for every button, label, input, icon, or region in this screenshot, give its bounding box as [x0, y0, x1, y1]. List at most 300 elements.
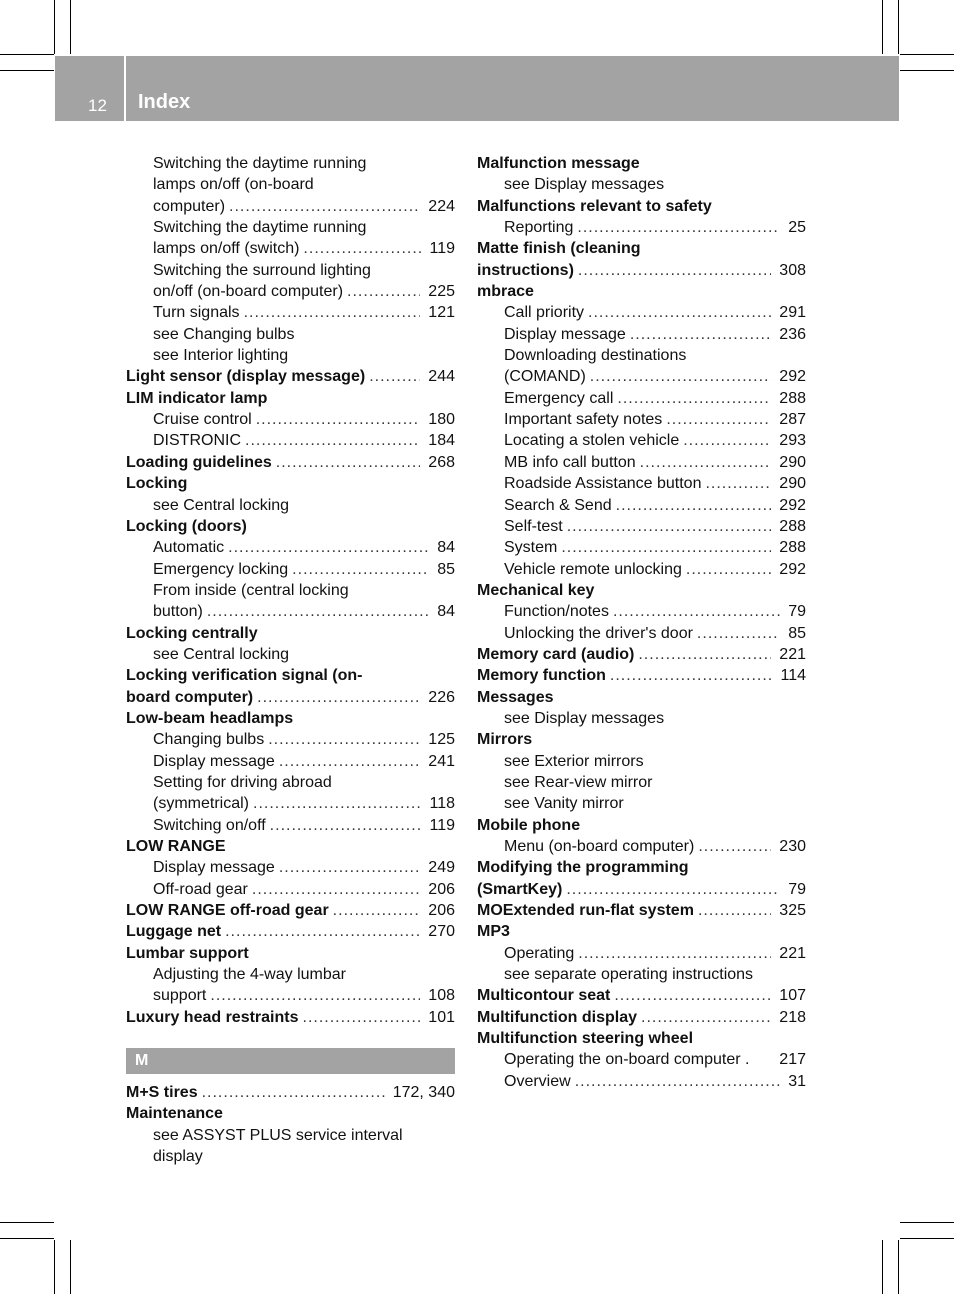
entry-text: Luxury head restraints: [126, 1008, 299, 1026]
page-reference: 31: [788, 1072, 806, 1090]
page-reference: 217: [779, 1051, 806, 1069]
entry-text: Switching the daytime running: [153, 155, 367, 172]
page-reference: 288: [779, 389, 806, 407]
index-subentry: [126, 985, 455, 1006]
index-subentry: [126, 196, 455, 217]
entry-text: Modifying the programming: [477, 859, 689, 877]
entry-text: (COMAND): [504, 368, 586, 386]
index-subentry: [477, 366, 806, 387]
entry-text: Self-test: [504, 517, 563, 535]
leader-dots: [256, 409, 421, 430]
index-subentry: [477, 601, 806, 622]
page-reference: 184: [428, 432, 455, 450]
index-subentry: [477, 708, 806, 729]
leader-dots: [202, 1082, 385, 1103]
leader-dots: [253, 793, 421, 814]
page-reference: 290: [779, 475, 806, 493]
entry-text: Roadside Assistance button: [504, 475, 702, 493]
index-entry: [126, 708, 455, 729]
page-reference: 108: [428, 987, 455, 1005]
entry-text: lamps on/off (switch): [153, 240, 300, 258]
index-subentry: [477, 452, 806, 473]
index-entry: [126, 665, 455, 686]
index-subentry: [126, 302, 455, 323]
index-entry: [126, 921, 455, 942]
index-entry: [477, 644, 806, 665]
entry-text: Display message: [153, 752, 275, 770]
crop-mark: [0, 1238, 54, 1239]
entry-text: computer): [153, 197, 226, 215]
index-subentry: [126, 772, 455, 793]
leader-dots: [566, 879, 780, 900]
leader-dots: [577, 217, 780, 238]
entry-text: (SmartKey): [477, 880, 563, 898]
page-reference: 221: [779, 944, 806, 962]
page-reference: 25: [788, 219, 806, 237]
leader-dots: [303, 1007, 421, 1028]
index-list: [477, 153, 806, 1092]
index-subentry: [477, 324, 806, 345]
index-entry: [477, 815, 806, 836]
entry-text: MP3: [477, 923, 510, 941]
entry-text: Menu (on-board computer): [504, 838, 695, 855]
page-reference: 84: [437, 603, 455, 621]
leader-dots: [276, 452, 421, 473]
entry-text: Matte finish (cleaning: [477, 240, 641, 258]
leader-dots: [698, 900, 771, 921]
entry-text: Display message: [153, 859, 275, 877]
index-entry: [477, 153, 806, 174]
entry-text: LOW RANGE off-road gear: [126, 902, 329, 920]
entry-text: Low-beam headlamps: [126, 709, 294, 727]
leader-dots: [292, 559, 429, 580]
index-entry: [477, 281, 806, 302]
entry-text: Automatic: [153, 539, 225, 557]
leader-dots: [303, 238, 421, 259]
entry-text: support: [153, 987, 207, 1005]
index-subentry: [477, 516, 806, 537]
entry-text: see separate operating instructions: [504, 966, 754, 984]
index-subentry: [477, 559, 806, 580]
entry-text: Multicontour seat: [477, 987, 611, 1005]
page-reference: 292: [779, 496, 806, 514]
crop-mark: [900, 1238, 954, 1239]
entry-text: Locking centrally: [126, 624, 258, 642]
page-reference: 288: [779, 539, 806, 557]
crop-mark: [898, 1240, 899, 1294]
entry-text: M+S tires: [126, 1084, 198, 1102]
index-list: [126, 1082, 455, 1167]
index-subentry: [126, 815, 455, 836]
entry-text: display: [153, 1148, 203, 1166]
index-entry: [477, 238, 806, 259]
crop-mark: [70, 1240, 71, 1294]
crop-mark: [898, 0, 899, 54]
header-divider: [124, 56, 126, 121]
entry-text: Memory card (audio): [477, 645, 635, 663]
index-entry: [477, 729, 806, 750]
page-reference: 224: [428, 197, 455, 215]
entry-text: see Changing bulbs: [153, 325, 295, 343]
leader-dots: [207, 601, 429, 622]
page-reference: 244: [428, 368, 455, 386]
page-reference: 85: [437, 560, 455, 578]
entry-text: Call priority: [504, 304, 585, 322]
entry-text: Mechanical key: [477, 581, 595, 599]
leader-dots: [640, 452, 772, 473]
entry-text: see Display messages: [504, 709, 665, 727]
index-subentry: [126, 537, 455, 558]
entry-text: Locking: [126, 475, 188, 493]
entry-text: MOExtended run-flat system: [477, 902, 694, 920]
entry-text: button): [153, 603, 203, 621]
index-subentry: [477, 1071, 806, 1092]
page-reference: 114: [780, 667, 806, 685]
entry-text: Overview: [504, 1072, 571, 1090]
crop-mark: [70, 0, 71, 54]
index-subentry: [477, 495, 806, 516]
page-reference: 107: [779, 987, 806, 1005]
entry-text: mbrace: [477, 283, 534, 301]
page-reference: 84: [437, 539, 455, 557]
index-subentry: [477, 174, 806, 195]
entry-text: Switching the daytime running: [153, 219, 367, 237]
index-subentry: [477, 388, 806, 409]
entry-text: Mobile phone: [477, 816, 581, 834]
leader-dots: [638, 644, 771, 665]
index-entry: [126, 836, 455, 857]
page-reference: 79: [788, 603, 806, 621]
index-subentry: [126, 345, 455, 366]
entry-text: Vehicle remote unlocking: [504, 560, 682, 578]
entry-text: Locating a stolen vehicle: [504, 432, 680, 450]
index-subentry: [477, 836, 806, 857]
page-reference: 101: [428, 1008, 455, 1026]
page-reference: 218: [779, 1008, 806, 1026]
leader-dots: [257, 687, 420, 708]
page-reference: 230: [779, 838, 806, 855]
entry-text: Turn signals: [153, 304, 240, 322]
page-reference: 236: [779, 325, 806, 343]
entry-text: Mirrors: [477, 731, 533, 749]
entry-text: Emergency call: [504, 389, 614, 407]
index-entry: [126, 1103, 455, 1124]
index-entry: [477, 921, 806, 942]
crop-mark: [900, 70, 954, 71]
index-column-left: [126, 153, 455, 1167]
index-subentry: [477, 772, 806, 793]
leader-dots: [630, 324, 771, 345]
entry-text: Emergency locking: [153, 560, 289, 578]
entry-text: lamps on/off (on-board: [153, 176, 314, 194]
page-reference: 172, 340: [392, 1084, 455, 1102]
index-subentry: [126, 153, 455, 174]
entry-text: Adjusting the 4-way lumbar: [153, 966, 346, 984]
entry-text: see ASSYST PLUS service interval: [153, 1126, 403, 1144]
page-reference: 206: [428, 902, 455, 920]
page-reference: 292: [779, 560, 806, 578]
page-reference: 241: [428, 752, 455, 770]
page-reference: 293: [779, 432, 806, 450]
index-subentry: [477, 793, 806, 814]
leader-dots: [666, 409, 771, 430]
entry-text: Cruise control: [153, 411, 252, 429]
entry-text: Search & Send: [504, 496, 612, 514]
leader-dots: [578, 260, 771, 281]
index-entry: [477, 196, 806, 217]
entry-text: Important safety notes: [504, 411, 663, 429]
entry-text: Setting for driving abroad: [153, 773, 332, 791]
crop-mark: [54, 1240, 55, 1294]
index-subentry: [477, 473, 806, 494]
entry-text: LOW RANGE: [126, 838, 226, 855]
page-reference: 268: [428, 453, 455, 471]
index-subentry: [477, 943, 806, 964]
index-subentry: [126, 217, 455, 238]
index-subentry: [126, 495, 455, 516]
entry-text: see Vanity mirror: [504, 795, 624, 813]
index-subentry: [477, 1049, 806, 1070]
entry-text: Maintenance: [126, 1105, 223, 1123]
page-reference: 292: [779, 368, 806, 386]
index-subentry: [477, 345, 806, 366]
entry-text: Reporting: [504, 219, 574, 237]
entry-text: Operating: [504, 944, 575, 962]
index-subentry: [126, 644, 455, 665]
index-subentry: [126, 857, 455, 878]
leader-dots: [686, 559, 771, 580]
leader-dots: [252, 879, 420, 900]
entry-text: board computer): [126, 688, 254, 706]
leader-dots: [613, 601, 780, 622]
leader-dots: [616, 495, 772, 516]
leader-dots: [683, 430, 771, 451]
page-title: Index: [138, 91, 191, 113]
entry-text: Multifunction display: [477, 1008, 637, 1026]
leader-dots: [268, 729, 420, 750]
index-subentry: [477, 409, 806, 430]
index-entry: [126, 388, 455, 409]
page-reference: 79: [788, 880, 806, 898]
entry-text: Multifunction steering wheel: [477, 1030, 694, 1048]
entry-text: Loading guidelines: [126, 453, 272, 471]
page-number: 12: [88, 96, 107, 115]
leader-dots: [225, 921, 420, 942]
entry-text: Messages: [477, 688, 554, 706]
index-entry: [126, 900, 455, 921]
leader-dots: [697, 623, 780, 644]
entry-text: MB info call button: [504, 453, 636, 471]
entry-text: Changing bulbs: [153, 731, 265, 749]
entry-text: From inside (central locking: [153, 581, 349, 599]
index-subentry: [126, 1146, 455, 1167]
crop-mark: [882, 1240, 883, 1294]
page-reference: 206: [428, 880, 455, 898]
index-subentry: [126, 879, 455, 900]
index-subentry: [126, 729, 455, 750]
leader-dots: [347, 281, 420, 302]
index-subentry: [477, 430, 806, 451]
index-column-right: [477, 153, 806, 1092]
entry-text: Light sensor (display message): [126, 368, 366, 386]
leader-dots: [617, 388, 771, 409]
leader-dots: [698, 836, 771, 857]
crop-mark: [900, 1222, 954, 1223]
index-subentry: [126, 1125, 455, 1146]
page-reference: 225: [428, 283, 455, 301]
index-subentry: [477, 217, 806, 238]
section-header-m: M: [126, 1048, 455, 1074]
index-entry: [477, 665, 806, 686]
entry-text: Unlocking the driver's door: [504, 624, 693, 642]
index-subentry: [126, 409, 455, 430]
leader-dots: [578, 943, 771, 964]
page-reference: 119: [429, 816, 455, 834]
entry-text: Locking verification signal (on-: [126, 667, 363, 685]
page-reference: 249: [428, 859, 455, 877]
index-entry: [126, 1082, 455, 1103]
entry-text: Luggage net: [126, 923, 222, 941]
index-entry: [477, 580, 806, 601]
index-entry: [126, 687, 455, 708]
leader-dots: [614, 985, 771, 1006]
page-reference: 226: [428, 688, 455, 706]
entry-text: see Display messages: [504, 176, 665, 194]
index-entry: [477, 687, 806, 708]
entry-text: Display message: [504, 325, 626, 343]
page-reference: 270: [428, 923, 455, 941]
index-entry: [126, 1007, 455, 1028]
leader-dots: [369, 366, 420, 387]
leader-dots: [588, 302, 771, 323]
entry-text: Lumbar support: [126, 944, 249, 962]
crop-mark: [900, 54, 954, 55]
leader-dots: [210, 985, 420, 1006]
entry-text: Operating the on-board computer .: [504, 1051, 750, 1069]
leader-dots: [610, 665, 773, 686]
entry-text: Function/notes: [504, 603, 609, 621]
leader-dots: [561, 537, 771, 558]
index-subentry: [477, 537, 806, 558]
index-entry: [477, 1028, 806, 1049]
page-reference: 119: [429, 240, 455, 258]
page-header: [55, 56, 899, 121]
index-subentry: [126, 751, 455, 772]
index-subentry: [126, 430, 455, 451]
leader-dots: [279, 751, 420, 772]
leader-dots: [229, 196, 420, 217]
page-reference: 85: [788, 624, 806, 642]
index-entry: [126, 452, 455, 473]
index-entry: [126, 366, 455, 387]
page-reference: 288: [779, 517, 806, 535]
entry-text: LIM indicator lamp: [126, 389, 268, 407]
leader-dots: [641, 1007, 771, 1028]
leader-dots: [590, 366, 772, 387]
leader-dots: [245, 430, 420, 451]
index-subentry: [126, 281, 455, 302]
index-entry: [477, 1007, 806, 1028]
leader-dots: [567, 516, 772, 537]
crop-mark: [0, 1222, 54, 1223]
entry-text: Downloading destinations: [504, 347, 687, 365]
index-subentry: [126, 238, 455, 259]
entry-text: on/off (on-board computer): [153, 283, 344, 301]
index-subentry: [477, 623, 806, 644]
index-entry: [477, 260, 806, 281]
entry-text: see Rear-view mirror: [504, 773, 653, 791]
leader-dots: [575, 1071, 781, 1092]
entry-text: Switching the surround lighting: [153, 261, 371, 279]
page-reference: 287: [779, 411, 806, 429]
page-reference: 118: [429, 795, 455, 813]
crop-mark: [0, 70, 54, 71]
crop-mark: [54, 0, 55, 54]
entry-text: see Central locking: [153, 496, 290, 514]
leader-dots: [279, 857, 420, 878]
index-entry: [477, 985, 806, 1006]
entry-text: see Central locking: [153, 645, 290, 663]
index-list: [126, 153, 455, 1028]
index-entry: [126, 473, 455, 494]
entry-text: see Exterior mirrors: [504, 752, 644, 770]
leader-dots: [244, 302, 421, 323]
entry-text: Malfunctions relevant to safety: [477, 197, 712, 215]
leader-dots: [228, 537, 429, 558]
index-subentry: [126, 580, 455, 601]
page-reference: 308: [779, 261, 806, 279]
page-reference: 291: [779, 304, 806, 322]
index-entry: [126, 516, 455, 537]
entry-text: instructions): [477, 261, 574, 279]
entry-text: Locking (doors): [126, 517, 247, 535]
index-subentry: [126, 260, 455, 281]
index-subentry: [477, 302, 806, 323]
entry-text: (symmetrical): [153, 795, 249, 813]
page-reference: 125: [428, 731, 455, 749]
index-subentry: [126, 964, 455, 985]
entry-text: Malfunction message: [477, 155, 640, 172]
page-reference: 290: [779, 453, 806, 471]
index-subentry: [126, 174, 455, 195]
index-entry: [126, 943, 455, 964]
index-entry: [477, 857, 806, 878]
entry-text: Memory function: [477, 667, 606, 685]
crop-mark: [882, 0, 883, 54]
leader-dots: [333, 900, 421, 921]
page-reference: 121: [428, 304, 455, 322]
page-reference: 180: [428, 411, 455, 429]
leader-dots: [705, 473, 771, 494]
index-entry: [477, 900, 806, 921]
index-subentry: [126, 559, 455, 580]
crop-mark: [0, 54, 54, 55]
page-reference: 221: [779, 645, 806, 663]
index-subentry: [126, 793, 455, 814]
entry-text: Switching on/off: [153, 816, 266, 834]
page-reference: 325: [779, 902, 806, 920]
entry-text: System: [504, 539, 558, 557]
index-subentry: [126, 324, 455, 345]
index-entry: [477, 879, 806, 900]
index-subentry: [477, 751, 806, 772]
entry-text: Off-road gear: [153, 880, 248, 898]
index-subentry: [126, 601, 455, 622]
index-subentry: [477, 964, 806, 985]
index-entry: [126, 623, 455, 644]
entry-text: DISTRONIC: [153, 432, 241, 450]
leader-dots: [270, 815, 422, 836]
